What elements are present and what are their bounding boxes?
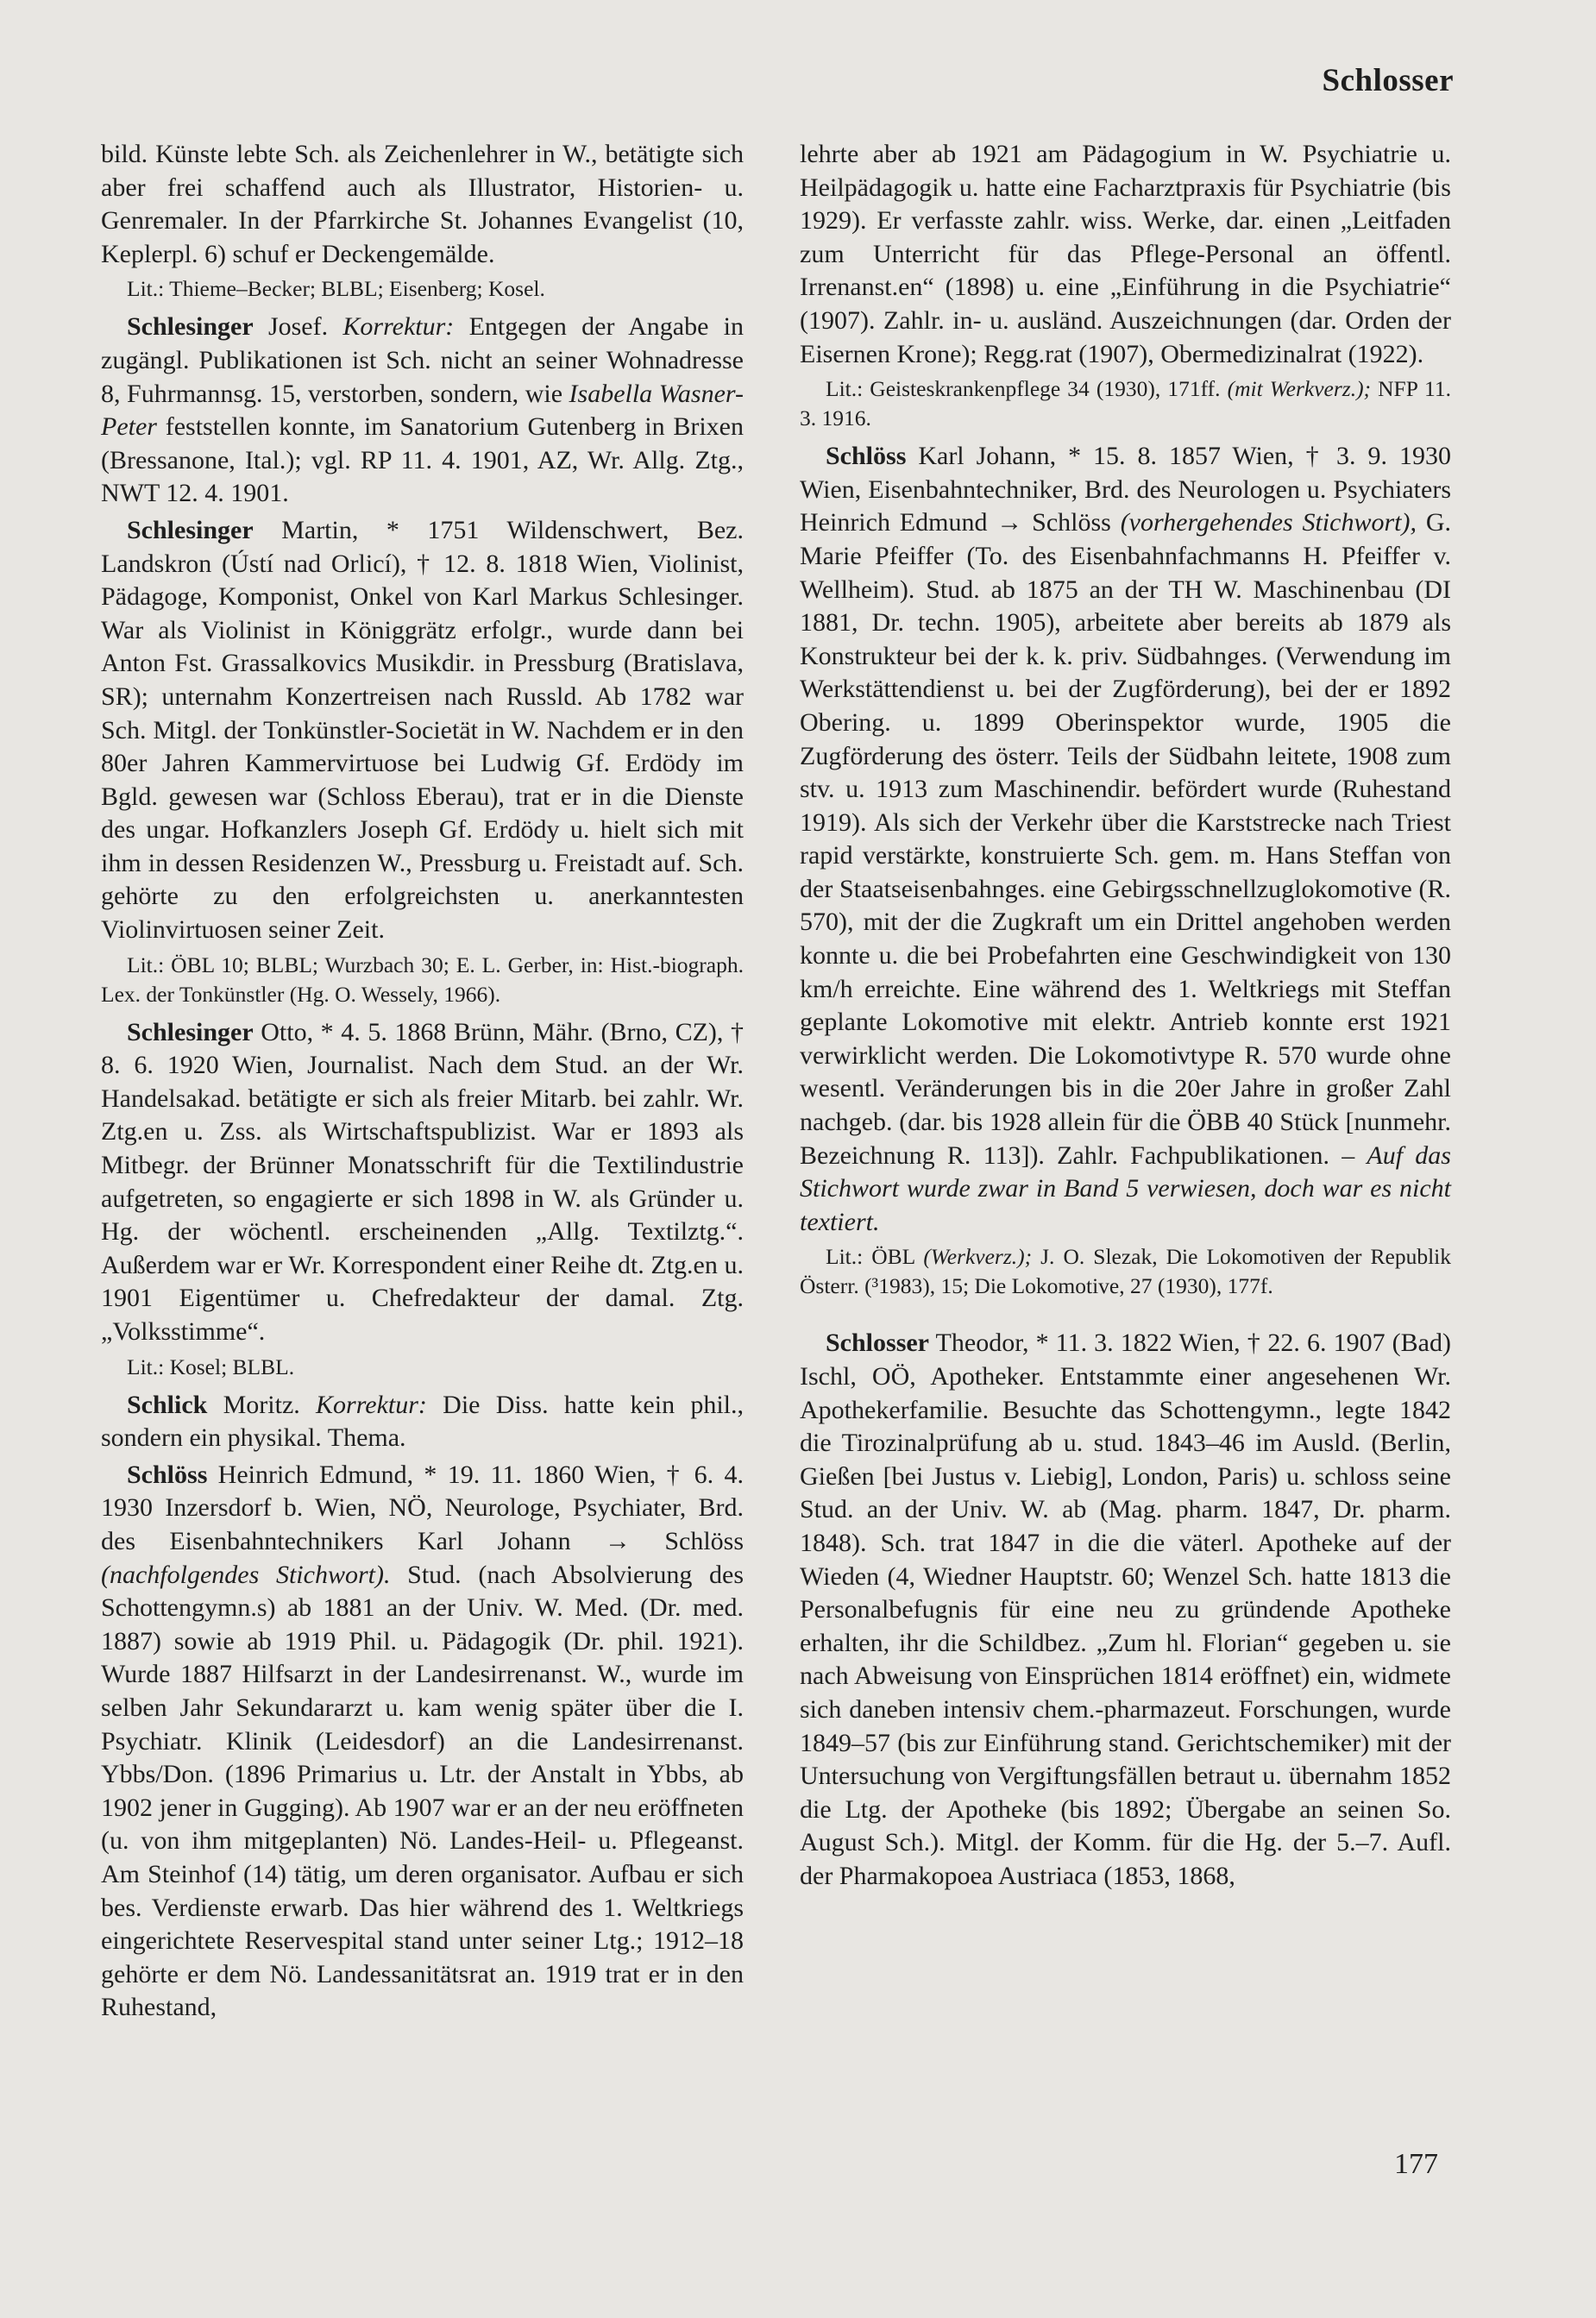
literature-note: Lit.: ÖBL (Werkverz.); J. O. Slezak, Die Lokomotiven der Republik Österr. (³1983), 15; Die Lokomotive, 27 (1930), 177f. (800, 1244, 1451, 1299)
entry-schlesinger-josef: Schlesinger Josef. Korrektur: Entgegen der Angabe in zugängl. Publikationen ist Sch. nicht an seiner Wohnadresse 8, Fuhrmannsg. 15, verstorben, sondern, wie Isabella Wasner-Peter feststellen konnte, im Sanatorium Gutenberg in Brixen (Bressanone, Ital.); vgl. RP 11. 4. 1901, AZ, Wr. Allg. Ztg., NWT 12. 4. 1901. (101, 312, 745, 508)
literature-note: Lit.: Geisteskrankenpflege 34 (1930), 171ff. (mit Werkverz.); NFP 11. 3. 1916. (800, 376, 1451, 431)
entry-schloess-karl: Schlöss Karl Johann, * 15. 8. 1857 Wien, † 3. 9. 1930 Wien, Eisenbahntechniker, Brd. des Neurologen u. Psychiaters Heinrich Edmund → Schlöss (vorhergehendes Stichwort), G. Marie Pfeiffer (To. des Eisenbahnfachmanns H. Pfeiffer v. Wellheim). Stud. ab 1875 an der TH W. Maschinenbau (DI 1881, Dr. techn. 1905), arbeitete aber bereits ab 1879 als Konstrukteur bei der k. k. priv. Südbahnges. (Verwendung im Werkstättendienst u. bei der Zugförderung), bei der er 1892 Obering. u. 1899 Oberinspektor wurde, 1905 die Zugförderung des österr. Teils der Südbahn leitete, 1908 zum stv. u. 1913 zum Maschinendir. befördert wurde (Ruhestand 1919). Als sich der Verkehr über die Karststrecke nach Triest rapid verstärkte, konstruierte Sch. gem. m. Hans Steffan von der Staatseisenbahnges. eine Gebirgsschnellzuglokomotive (R. 570), mit der die Zugkraft um ein Drittel angehoben werden konnte u. die bei Probefahrten eine Geschwindigkeit von 130 km/h erreichte. Eine während des 1. Weltkriegs mit Steffan geplante Lokomotive mit elektr. Antrieb konnte erst 1921 verwirklicht werden. Die Lokomotivtype R. 570 wurde ohne wesentl. Veränderungen bis in die 20er Jahre in großer Zahl nachgeb. (dar. bis 1928 allein für die ÖBB 40 Stück [nunmehr. Bezeichnung R. 113]). Zahlr. Fachpublikationen. – Auf das Stichwort wurde zwar in Band 5 verwiesen, doch war es nicht textiert. (800, 442, 1451, 1236)
right-column (800, 138, 1451, 1894)
entry-schlosser-theodor: Schlosser Theodor, * 11. 3. 1822 Wien, † 22. 6. 1907 (Bad) Ischl, OÖ, Apotheker. Entstammte einer angesehenen Wr. Apothekerfamilie. Besuchte das Schottengymn., legte 1842 die Tirozinalprüfung ab u. stud. 1843–46 im Ausld. (Berlin, Gießen [bei Justus v. Liebig], London, Paris) u. schloss seine Stud. an der Univ. W. ab (Mag. pharm. 1847, Dr. pharm. 1848). Sch. trat 1847 in die die väterl. Apotheke auf der Wieden (4, Wiedner Hauptstr. 60; Wenzel Sch. hatte 1813 die Personalbefugnis für eine neu zu gründende Apotheke erhalten, ihr die Schildbez. „Zum hl. Florian“ gegeben u. sie nach Abweisung von Einsprüchen 1814 eröffnet) ein, widmete sich daneben intensiv chem.-pharmazeut. Forschungen, wurde 1849–57 (bis zur Einführung stand. Gerichtschemiker) mit der Untersuchung von Vergiftungsfällen betraut u. übernahm 1852 die Ltg. der Apotheke (bis 1892; Übergabe an seinen So. August Sch.). Mitgl. der Komm. für die Hg. der 5.–7. Aufl. der Pharmakopoea Austriaca (1853, 1868, (800, 1329, 1451, 1890)
entry-continuation-text: bild. Künste lebte Sch. als Zeichenlehrer in W., betätigte sich aber frei schaffend auch als Illustrator, Historien- u. Genremaler. In der Pfarrkirche St. Johannes Evangelist (10, Keplerpl. 6) schuf er Deckengemälde. (101, 140, 744, 268)
running-head: Schlosser (1322, 63, 1454, 98)
entry-headword: Schlöss (127, 1460, 208, 1489)
entry-headword: Schlöss (826, 442, 907, 471)
entry-headword: Schlesinger (127, 1017, 254, 1046)
entry-schlesinger-otto: Schlesinger Otto, * 4. 5. 1868 Brünn, Mähr. (Brno, CZ), † 8. 6. 1920 Wien, Journalist. Nach dem Stud. an der Wr. Handelsakad. betätigte er sich als freier Mitarb. bei zahlr. Wr. Ztg.en u. Zss. als Wirtschaftspublizist. War er 1893 als Mitbegr. der Brünner Monatsschrift für die Textilindustrie aufgetreten, so engagierte er sich 1898 in W. als Gründer u. Hg. der wöchentl. erscheinenden „Allg. Textilztg.“. Außerdem war er Wr. Korrespondent einer Reihe dt. Ztg.en u. 1901 Eigentümer u. Chefredakteur der damal. Ztg. „Volksstimme“. (101, 1017, 744, 1346)
page-number: 177 (1394, 2148, 1438, 2180)
literature-note: Lit.: Thieme–Becker; BLBL; Eisenberg; Kosel. (127, 276, 545, 302)
entry-headword: Schlesinger (127, 515, 254, 544)
entry-schlick-moritz: Schlick Moritz. Korrektur: Die Diss. hatte kein phil., sondern ein physikal. Thema. (101, 1390, 744, 1453)
entry-continuation-text: lehrte aber ab 1921 am Pädagogium in W. Psychiatrie u. Heilpädagogik u. hatte eine Facharztpraxis für Psychiatrie (bis 1929). Er verfasste zahlr. wiss. Werke, dar. einen „Leitfaden zum Unterricht für das Pflege-Personal an öffentl. Irrenanst.en“ (1898) u. eine „Einführung in die Psychiatrie“ (1907). Zahlr. in- u. ausländ. Auszeichnungen (dar. Orden der Eisernen Krone); Regg.rat (1907), Obermedizinalrat (1922). (800, 140, 1451, 368)
literature-note: Lit.: Kosel; BLBL. (127, 1354, 295, 1379)
literature-note: Lit.: ÖBL 10; BLBL; Wurzbach 30; E. L. Gerber, in: Hist.-biograph. Lex. der Tonkünstler (Hg. O. Wessely, 1966). (101, 952, 744, 1007)
entry-schloess-heinrich: Schlöss Heinrich Edmund, * 19. 11. 1860 Wien, † 6. 4. 1930 Inzersdorf b. Wien, NÖ, Neurologe, Psychiater, Brd. des Eisenbahntechnikers Karl Johann → Schlöss (nachfolgendes Stichwort). Stud. (nach Absolvierung des Schottengymn.s) ab 1881 an der Univ. W. Med. (Dr. med. 1887) sowie ab 1919 Phil. u. Pädagogik (Dr. phil. 1921). Wurde 1887 Hilfsarzt in der Landesirrenanst. W., wurde im selben Jahr Sekundararzt u. kam wenig später über die I. Psychiatr. Klinik (Leidesdorf) an die Landesirrenanst. Ybbs/Don. (1896 Primarius u. Ltr. der Anstalt in Ybbs, ab 1902 jener in Gugging). Ab 1907 war er an der neu eröffneten (u. von ihm mitgeplanten) Nö. Landes-Heil- u. Pflegeanst. Am Steinhof (14) tätig, um deren organisator. Aufbau er sich bes. Verdienste erwarb. Das hier während des 1. Weltkriegs eingerichtete Reservespital stand unter seiner Ltg.; 1912–18 gehörte er dem Nö. Landessanitätsrat an. 1919 trat er in den Ruhestand, (101, 1460, 744, 2022)
entry-schlesinger-martin: Schlesinger Martin, * 1751 Wildenschwert, Bez. Landskron (Ústí nad Orlicí), † 12. 8. 1818 Wien, Violinist, Pädagoge, Komponist, Onkel von Karl Markus Schlesinger. War als Violinist in Königgrätz erfolgr., wurde dann bei Anton Fst. Grassalkovics Musikdir. in Pressburg (Bratislava, SR); unternahm Konzertreisen nach Russld. Ab 1782 war Sch. Mitgl. der Tonkünstler-Societät in W. Nachdem er in den 80er Jahren Kammervirtuose bei Ludwig Gf. Erdödy im Bgld. gewesen war (Schloss Eberau), trat er in die Dienste des ungar. Hofkanzlers Joseph Gf. Erdödy u. hielt sich mit ihm in dessen Residenzen W., Pressburg u. Freistadt auf. Sch. gehörte zu den erfolgreichsten u. anerkanntesten Violinvirtuosen seiner Zeit. (101, 515, 744, 945)
entry-headword: Schlick (127, 1390, 208, 1419)
entry-headword: Schlesinger (127, 312, 254, 342)
entry-headword: Schlosser (826, 1329, 929, 1358)
left-column (101, 138, 744, 2025)
